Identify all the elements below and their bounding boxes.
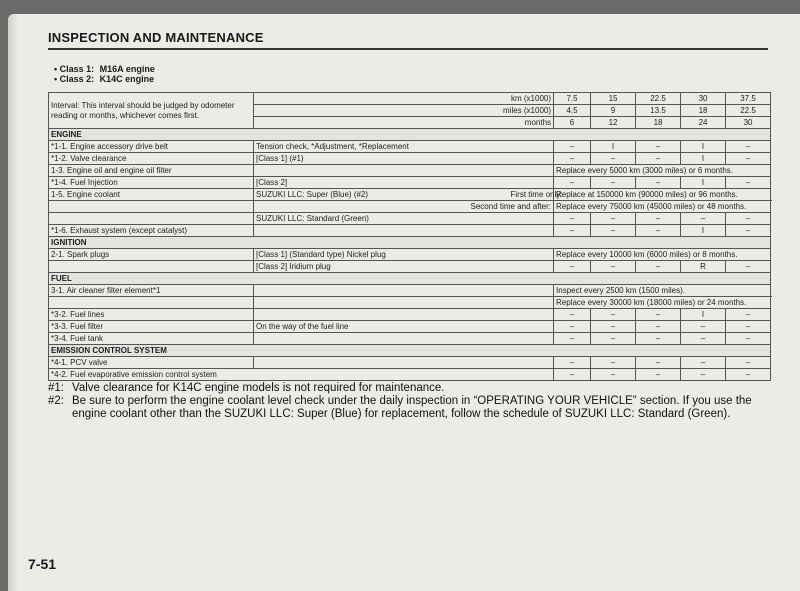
section-emission: EMISSION CONTROL SYSTEM [49,345,771,357]
header-row-km: Interval: This interval should be judged by odometer reading or months, whichever comes first. km (x1000) 7.5 15 22.5 30 37.5 [49,93,771,105]
table-row: *4-2. Fuel evaporative emission control system – – – – – [49,369,771,381]
page-title: INSPECTION AND MAINTENANCE [48,30,264,45]
section-fuel: FUEL [49,273,771,285]
table-row: SUZUKI LLC: Standard (Green) – – – – – [49,213,771,225]
table-row: *1-2. Valve clearance [Class 1] (#1) – – – I – [49,153,771,165]
header-row-months: months 6 12 18 24 30 [49,117,771,129]
header-row-miles: miles (x1000) 4.5 9 13.5 18 22.5 [49,105,771,117]
page-edge [8,14,18,591]
table-row: *3-2. Fuel lines – – – I – [49,309,771,321]
table-row: *1-4. Fuel Injection [Class 2] – – – I – [49,177,771,189]
table-row: 3-1. Air cleaner filter element*1 Inspect every 2500 km (1500 miles). [49,285,771,297]
unit-km: km (x1000) [254,93,554,105]
table-row: [Class 2] Iridium plug – – – R – [49,261,771,273]
class-legend [54,64,155,84]
table-row: *1-1. Engine accessory drive belt Tension check, *Adjustment, *Replacement – I – I – [49,141,771,153]
footnote-1: #1: Valve clearance for K14C engine models is not required for maintenance. [48,382,445,394]
table-row: 2-1. Spark plugs [Class 1] (Standard type) Nickel plug Replace every 10000 km (6000 miles) or 8 months. [49,249,771,261]
unit-miles: miles (x1000) [254,105,554,117]
interval-note: Interval: This interval should be judged by odometer reading or months, whichever comes first. [49,93,254,129]
section-engine: ENGINE [49,129,771,141]
table-row: *4-1. PCV valve – – – – – [49,357,771,369]
table-row: *1-6. Exhaust system (except catalyst) – – – I – [49,225,771,237]
unit-months: months [254,117,554,129]
title-rule [48,48,768,50]
table-row: *3-4. Fuel tank – – – – – [49,333,771,345]
page-number: 7-51 [28,556,57,572]
footnotes [48,382,778,421]
maintenance-schedule-table [48,92,771,381]
table-row: Second time and after: Replace every 75000 km (45000 miles) or 48 months. [49,201,771,213]
section-ignition: IGNITION [49,237,771,249]
table-row: 1-3. Engine oil and engine oil filter Replace every 5000 km (3000 miles) or 6 months. [49,165,771,177]
table-row: 1-5. Engine coolant SUZUKI LLC: Super (Blue) (#2) First time only: Replace at 150000 km (90000 miles) or 96 months. [49,189,771,201]
class-2: • Class 2: K14C engine [54,74,155,84]
table-row: *3-3. Fuel filter On the way of the fuel line – – – – – [49,321,771,333]
class-1: • Class 1: M16A engine [54,64,155,74]
table-row: Replace every 30000 km (18000 miles) or 24 months. [49,297,771,309]
footnote-2: #2: Be sure to perform the engine coolant level check under the daily inspection in “OPERATING YOUR VEHICLE” section. If you use the engine coolant other than the SUZUKI LLC: Super (Blue) for replacement, follow the schedule of SUZUKI LLC: Standard (Green). [48,395,752,420]
